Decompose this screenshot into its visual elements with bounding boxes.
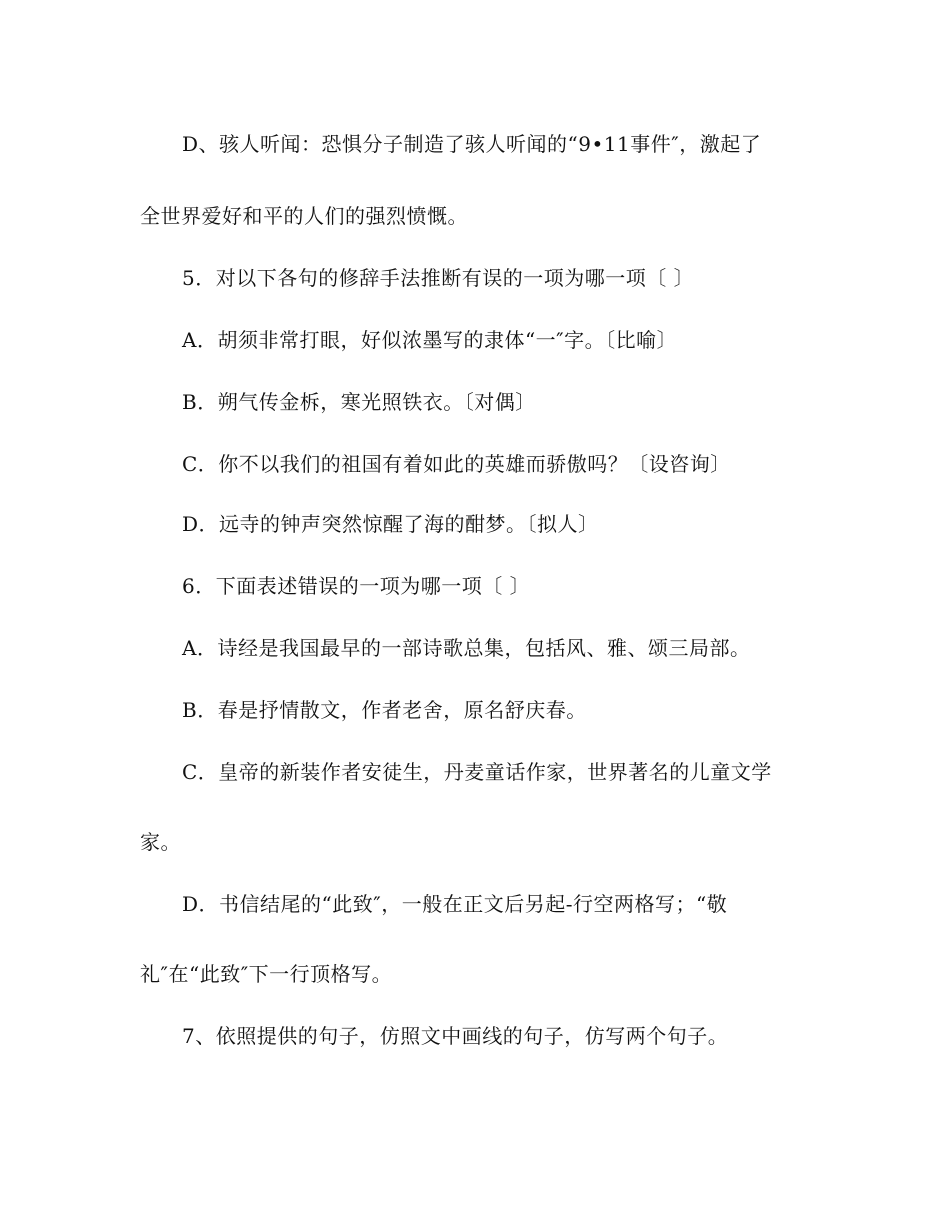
option-d-q4-line2: 全世界爱好和平的人们的强烈愤慨。: [140, 204, 468, 228]
question-6: 6．下面表述错误的一项为哪一项〔 〕: [182, 574, 531, 598]
option-b-q6: B．春是抒情散文，作者老舍，原名舒庆春。: [182, 698, 587, 722]
option-c-q6-line2: 家。: [140, 830, 181, 854]
option-b-q5: B．朔气传金柝，寒光照铁衣。〔对偶〕: [182, 390, 536, 414]
option-a-q5: A．胡须非常打眼，好似浓墨写的隶体“一″字。〔比喻〕: [182, 328, 678, 352]
option-a-q6: A．诗经是我国最早的一部诗歌总集，包括风、雅、颂三局部。: [182, 636, 751, 660]
question-7: 7、依照提供的句子，仿照文中画线的句子，仿写两个句子。: [182, 1024, 729, 1048]
option-d-q6-line1: D．书信结尾的“此致″，一般在正文后另起-行空两格写；“敬: [182, 892, 728, 916]
option-c-q5: C．你不以我们的祖国有着如此的英雄而骄傲吗？〔设咨询〕: [182, 452, 731, 476]
option-c-q6-line1: C．皇帝的新装作者安徒生，丹麦童话作家，世界著名的儿童文学: [182, 760, 772, 784]
question-5: 5．对以下各句的修辞手法推断有误的一项为哪一项〔 〕: [182, 266, 695, 290]
option-d-q5: D．远寺的钟声突然惊醒了海的酣梦。〔拟人〕: [182, 512, 599, 536]
option-d-q4-line1: D、骇人听闻：恐惧分子制造了骇人听闻的“9•11事件″，激起了: [182, 132, 762, 156]
option-d-q6-line2: 礼″在“此致″下一行顶格写。: [140, 962, 393, 986]
